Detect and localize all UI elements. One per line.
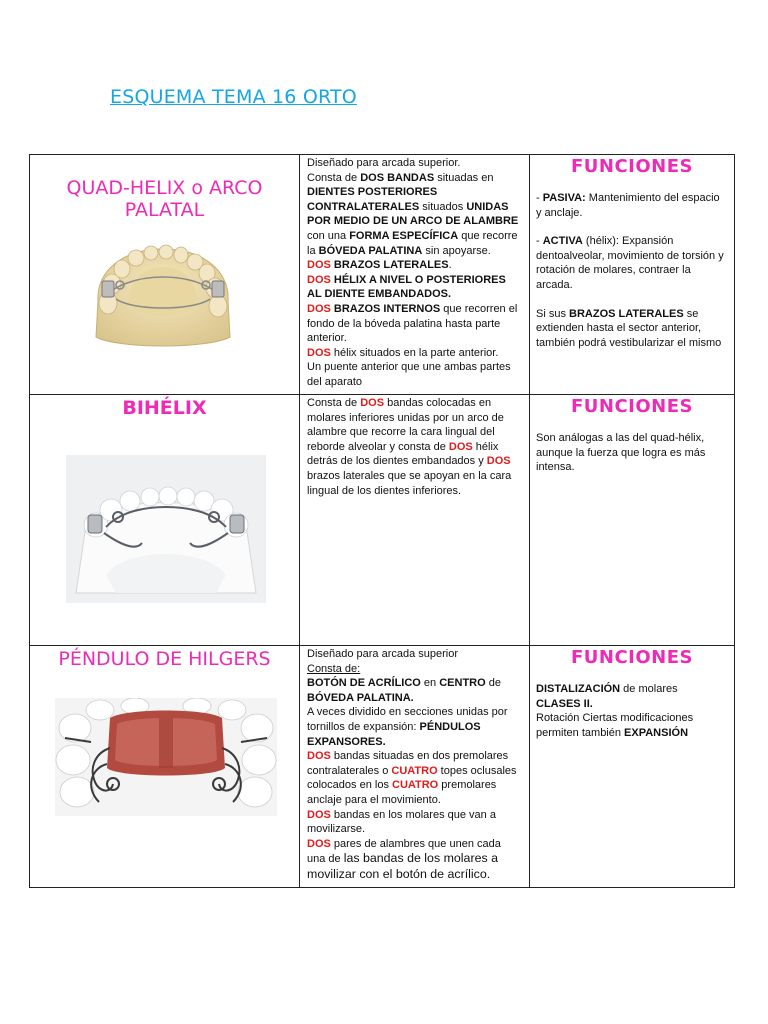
appliance-name: BIHÉLIX: [122, 397, 207, 419]
functions-text: [530, 682, 734, 740]
desc-count: DOS: [307, 302, 331, 315]
func-emphasis: ACTIVA: [542, 235, 583, 248]
appliance-name: PÉNDULO DE HILGERS: [58, 648, 271, 670]
desc-text: con una: [307, 229, 350, 242]
func-text: -: [536, 192, 543, 204]
desc-emphasis: DIENTES POSTERIORES CONTRALATERALES: [307, 186, 438, 213]
desc-text: A veces dividido en secciones unidas por tornillos de expansión:: [307, 706, 508, 733]
desc-text: sin apoyarse.: [422, 244, 491, 257]
appliance-description: [300, 155, 529, 394]
desc-text: Consta de:: [307, 662, 361, 675]
appliance-name: QUAD-HELIX o ARCO PALATAL: [66, 177, 263, 221]
func-emphasis: EXPANSIÓN: [624, 726, 689, 739]
appliance-description: [300, 646, 529, 887]
table-row-quad-helix: [30, 155, 735, 395]
appliance-description: [300, 395, 529, 645]
desc-count: DOS: [307, 259, 331, 272]
desc-text: .: [448, 259, 452, 272]
func-text: -: [536, 235, 543, 248]
desc-text: hélix detrás de los dientes embandados y: [307, 440, 499, 468]
desc-text: de: [485, 677, 501, 690]
desc-emphasis: BÓVEDA PALATINA.: [307, 691, 414, 704]
func-text: Son análogas a las del quad-hélix, aunque la fuerza que logra es más intensa.: [536, 432, 706, 474]
table-row-pendulo: [30, 646, 735, 888]
desc-emphasis: UNIDAS POR MEDIO DE UN ARCO DE ALAMBRE: [307, 200, 519, 228]
desc-emphasis: BRAZOS INTERNOS: [330, 302, 441, 315]
desc-emphasis: BÓVEDA PALATINA: [318, 244, 423, 257]
func-text: Rotación Ciertas modificaciones permiten también: [536, 712, 694, 739]
desc-text: que recorre la: [307, 229, 518, 257]
desc-emphasis: BRAZOS LATERALES: [330, 259, 449, 272]
desc-text: brazos laterales que se apoyan en la cara lingual de los dientes inferiores.: [307, 469, 512, 497]
desc-count: DOS: [307, 346, 331, 359]
desc-text: bandas en los molares que van a movilizarse.: [307, 808, 496, 836]
func-emphasis: PASIVA:: [542, 192, 586, 204]
desc-text: Un puente anterior que une ambas partes del aparato: [307, 361, 511, 388]
desc-count: DOS: [307, 750, 331, 763]
functions-text: [530, 191, 734, 350]
func-emphasis: CLASES II.: [536, 697, 593, 710]
desc-emphasis: BOTÓN DE ACRÍLICO: [307, 677, 421, 690]
pendulo-image: [55, 698, 277, 816]
func-emphasis: DISTALIZACIÓN: [536, 683, 621, 695]
func-text: Mantenimiento del espacio y anclaje.: [536, 192, 720, 219]
functions-heading: FUNCIONES: [570, 156, 693, 177]
desc-count: DOS: [307, 837, 331, 850]
functions-heading: FUNCIONES: [570, 396, 693, 417]
desc-text: en: [420, 677, 440, 690]
func-text: de molares: [620, 683, 678, 695]
desc-text: bandas situadas en dos premolares contralaterales o: [307, 750, 509, 777]
desc-count: CUATRO: [392, 779, 439, 792]
appliance-table: [29, 154, 735, 888]
desc-text: hélix situados en la parte anterior.: [330, 346, 499, 359]
functions-heading: FUNCIONES: [570, 647, 693, 668]
desc-emphasis: HÉLIX A NIVEL O POSTERIORES AL DIENTE EMBANDADOS.: [307, 273, 506, 301]
func-text: (hélix): Expansión dentoalveolar, movimiento de torsión y rotación de molares, contraer la arcada.: [536, 235, 724, 291]
desc-count: DOS: [448, 440, 473, 453]
func-emphasis: BRAZOS LATERALES: [569, 307, 684, 320]
desc-count: DOS: [307, 273, 331, 286]
desc-text: bandas colocadas en molares inferiores unidas por un arco de alambre que recorre la cara lingual del reborde alveolar y consta de: [307, 397, 504, 453]
desc-count: CUATRO: [391, 764, 438, 777]
desc-text: Diseñado para arcada superior.: [307, 157, 461, 169]
desc-text: premolares anclaje para el movimiento.: [307, 779, 497, 806]
bihelix-image: [66, 455, 266, 603]
desc-text: Diseñado para arcada superior: [307, 648, 459, 660]
desc-text: que recorren el fondo de la bóveda palatina hasta parte anterior.: [307, 302, 518, 345]
desc-text: topes oclusales colocados en los: [307, 764, 517, 792]
desc-count: DOS: [307, 808, 331, 821]
functions-text: [530, 431, 734, 475]
desc-text: Consta de: [307, 171, 361, 184]
desc-text: pares de alambres que unen cada una de: [307, 837, 501, 866]
desc-emphasis: FORMA ESPECÍFICA: [349, 229, 459, 242]
func-text: se extienden hasta el sector anterior, también podrá vestibularizar el mismo: [536, 307, 722, 349]
table-row-bihelix: [30, 395, 735, 646]
desc-text: situados: [419, 200, 467, 213]
desc-text: situadas en: [434, 171, 494, 184]
desc-count: DOS: [486, 455, 511, 468]
quad-helix-image: [88, 241, 238, 353]
desc-emphasis: DOS BANDAS: [360, 171, 435, 184]
page-title: ESQUEMA TEMA 16 ORTO: [110, 86, 357, 108]
desc-text: las bandas de los molares a movilizar con el botón de acrílico.: [307, 851, 498, 881]
desc-emphasis: CENTRO: [439, 677, 486, 690]
desc-text: Consta de: [307, 397, 361, 409]
desc-emphasis: PÉNDULOS EXPANSORES.: [307, 720, 481, 748]
func-text: Si sus: [536, 307, 570, 320]
desc-count: DOS: [360, 397, 385, 409]
